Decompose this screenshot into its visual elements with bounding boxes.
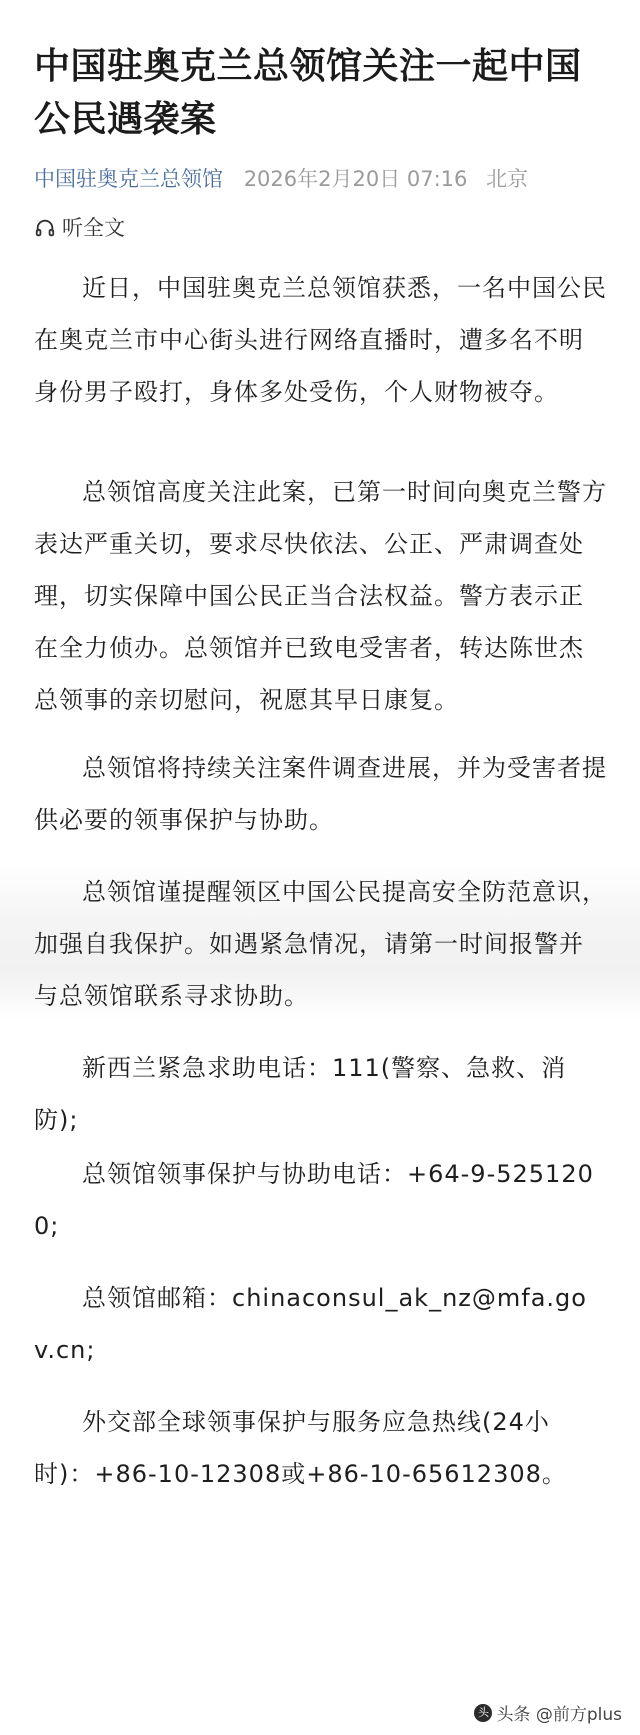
toutiao-logo-icon: 头 xyxy=(474,1704,492,1722)
paragraph: 总领馆领事保护与协助电话：+64-9-5251200; xyxy=(34,1160,594,1240)
paragraph: 总领馆谨提醒领区中国公民提高安全防范意识，加强自我保护。如遇紧急情况，请第一时间报警并与总领馆联系寻求协助。 xyxy=(34,878,607,1010)
article-title: 中国驻奥克兰总领馆关注一起中国公民遇袭案 xyxy=(34,46,582,140)
paragraph: 总领馆高度关注此案，已第一时间向奥克兰警方表达严重关切，要求尽快依法、公正、严肃调查处理，切实保障中国公民正当合法权益。警方表示正在全力侦办。总领馆并已致电受害者，转达陈世杰总领事的亲切慰问，祝愿其早日康复。 xyxy=(34,478,607,714)
watermark xyxy=(474,1700,622,1725)
publish-location: 北京 xyxy=(486,167,529,191)
paragraph: 总领馆将持续关注案件调查进展，并为受害者提供必要的领事保护与协助。 xyxy=(34,754,607,834)
listen-button[interactable] xyxy=(34,213,125,243)
source-link[interactable]: 中国驻奥克兰总领馆 xyxy=(34,167,223,191)
paragraph: 新西兰紧急求助电话：111(警察、急救、消防); xyxy=(34,1054,567,1134)
paragraph: 总领馆邮箱：chinaconsul_ak_nz@mfa.gov.cn; xyxy=(34,1284,587,1364)
paragraph: 近日，中国驻奥克兰总领馆获悉，一名中国公民在奥克兰市中心街头进行网络直播时，遭多名不明身份男子殴打，身体多处受伤，个人财物被夺。 xyxy=(34,274,607,406)
headphones-icon xyxy=(34,217,56,239)
watermark-text: 头条 @前方plus xyxy=(496,1705,622,1725)
listen-label: 听全文 xyxy=(62,216,125,240)
paragraph: 外交部全球领事保护与服务应急热线(24小时)：+86-10-12308或+86-10-65612308。 xyxy=(34,1408,567,1488)
publish-date: 2026年2月20日 07:16 xyxy=(243,167,468,191)
article-meta xyxy=(34,164,634,194)
